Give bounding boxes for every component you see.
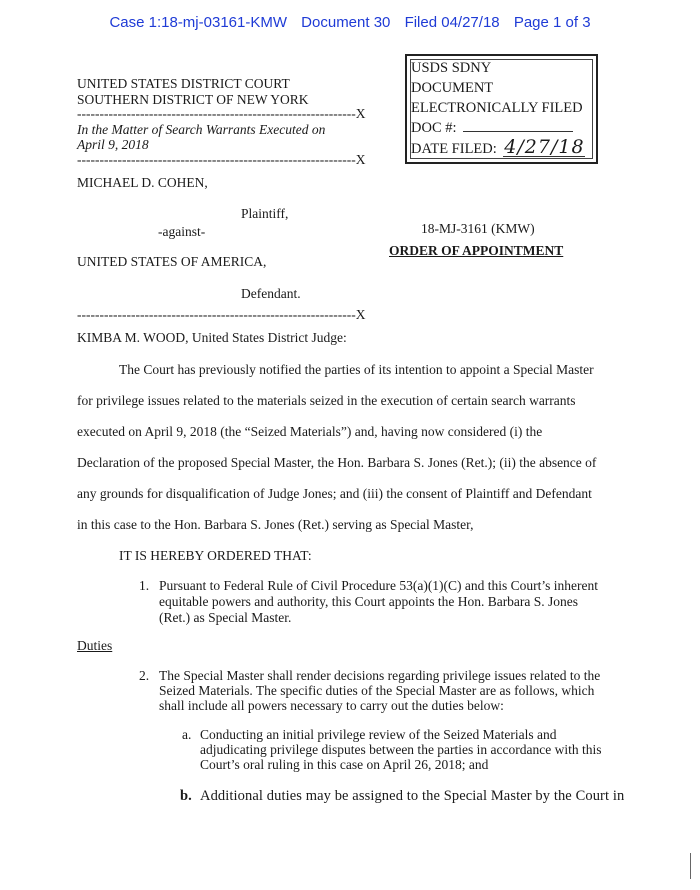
item2-line-1: The Special Master shall render decisions regarding privilege issues related to the [159, 668, 601, 683]
filing-header [0, 14, 700, 31]
item2a-letter: a. [182, 727, 192, 742]
item2a-line-1: Conducting an initial privilege review of the Seized Materials and [200, 727, 557, 742]
caption-divider-middle: --------------------------------------------------------------X [77, 152, 366, 167]
item2b-letter: b. [180, 788, 192, 804]
judge-line: KIMBA M. WOOD, United States District Judge: [77, 330, 347, 345]
item1-line-3: (Ret.) as Special Master. [159, 610, 292, 625]
order-title: ORDER OF APPOINTMENT [389, 243, 564, 258]
plaintiff-role: Plaintiff, [241, 206, 289, 221]
item2-line-2: Seized Materials. The specific duties of the Special Master are as follows, which [159, 683, 595, 698]
stamp-doc-number [411, 118, 592, 138]
court-name-line1: UNITED STATES DISTRICT COURT [77, 76, 290, 91]
intro-line-4: Declaration of the proposed Special Master, the Hon. Barbara S. Jones (Ret.); (ii) the absence of [77, 455, 597, 470]
filed-date-header: Filed 04/27/18 [404, 14, 500, 31]
item1-line-2: equitable powers and authority, this Court appoints the Hon. Barbara S. Jones [159, 594, 579, 609]
stamp-date-label: DATE FILED: [411, 141, 497, 157]
case-number-header: Case 1:18-mj-03161-KMW [109, 14, 287, 31]
court-name-line2: SOUTHERN DISTRICT OF NEW YORK [77, 92, 309, 107]
plaintiff-name: MICHAEL D. COHEN, [77, 175, 208, 190]
stamp-line-electronic: ELECTRONICALLY FILED [411, 100, 583, 116]
ordered-line: IT IS HEREBY ORDERED THAT: [119, 548, 312, 563]
item2-line-3: shall include all powers necessary to carry out the duties below: [159, 698, 504, 713]
docket-number: 18-MJ-3161 (KMW) [421, 221, 535, 236]
item2-number: 2. [139, 668, 150, 683]
intro-line-6: in this case to the Hon. Barbara S. Jones (Ret.) serving as Special Master, [77, 517, 474, 532]
duties-heading: Duties [77, 638, 113, 653]
scan-edge-line [690, 853, 691, 879]
item2a-line-3: Court’s oral ruling in this case on April 26, 2018; and [200, 757, 489, 772]
intro-line-5: any grounds for disqualification of Judge Jones; and (iii) the consent of Plaintiff and Defendant [77, 486, 592, 501]
matter-line2: April 9, 2018 [77, 137, 149, 152]
against-label: -against- [158, 224, 206, 239]
item2b-line-1: Additional duties may be assigned to the Special Master by the Court in [200, 788, 625, 804]
stamp-date-filed [411, 138, 592, 159]
caption-divider-bottom: --------------------------------------------------------------X [77, 307, 366, 322]
item1-line-1: Pursuant to Federal Rule of Civil Procedure 53(a)(1)(C) and this Court’s inherent [159, 578, 599, 593]
item2a-line-2: adjudicating privilege disputes between the parties in accordance with this [200, 742, 602, 757]
defendant-role: Defendant. [241, 286, 301, 301]
stamp-doc-blank [463, 131, 573, 132]
matter-line1: In the Matter of Search Warrants Executed on [77, 122, 326, 137]
intro-line-3: executed on April 9, 2018 (the “Seized Materials”) and, having now considered (i) the [77, 424, 543, 439]
intro-line-2: for privilege issues related to the materials seized in the execution of certain search warrants [77, 393, 576, 408]
document-number-header: Document 30 [301, 14, 391, 31]
page-indicator: Page 1 of 3 [513, 14, 591, 31]
stamp-line-court: USDS SDNY [411, 60, 492, 76]
defendant-name: UNITED STATES OF AMERICA, [77, 254, 267, 269]
stamp-handwritten-date: 4/27/18 [504, 136, 585, 158]
stamp-doc-label: DOC #: [411, 120, 457, 136]
stamp-line-document: DOCUMENT [411, 80, 494, 96]
caption-divider-top: --------------------------------------------------------------X [77, 106, 366, 121]
intro-line-1: The Court has previously notified the parties of its intention to appoint a Special Master [119, 362, 594, 377]
clerk-filing-stamp [405, 54, 598, 164]
item1-number: 1. [139, 578, 150, 593]
